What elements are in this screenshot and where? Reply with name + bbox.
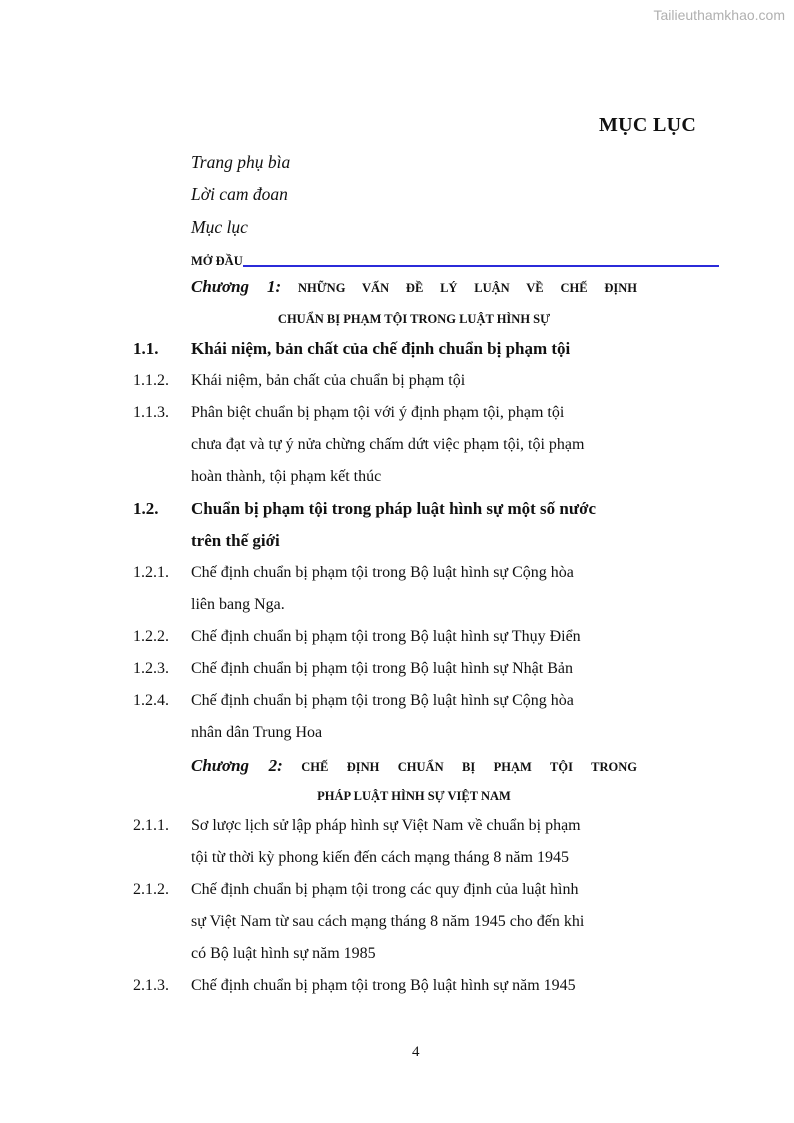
section-title-line: Phân biệt chuẩn bị phạm tội với ý định phạm tội, phạm tội [191,404,565,421]
section-title-line: Chế định chuẩn bị phạm tội trong Bộ luật hình sự Thụy Điển [191,628,581,645]
section-title-line: có Bộ luật hình sự năm 1985 [191,945,376,962]
chapter-2-heading-line1[interactable] [191,758,637,775]
section-number: 1.2.1. [133,564,169,581]
section-title-line: Chế định chuẩn bị phạm tội trong Bộ luật hình sự Cộng hòa [191,692,574,709]
section-title-line: nhân dân Trung Hoa [191,724,323,741]
introduction-label: MỞ ĐẦU [191,254,243,268]
section-title-line: Khái niệm, bản chất của chuẩn bị phạm tội [191,372,466,389]
toc-contents[interactable]: Mục lục [191,217,248,237]
section-title-line: hoàn thành, tội phạm kết thúc [191,468,382,485]
chapter-1-heading-line1[interactable] [191,279,637,296]
toc-introduction[interactable] [191,250,719,268]
section-number: 2.1.2. [133,881,169,898]
watermark: Tailieuthamkhao.com [653,7,785,23]
section-number: 1.2.2. [133,628,169,645]
chapter-1-title-part1: NHỮNG VẤN ĐỀ LÝ LUẬN VỀ CHẾ ĐỊNH [297,281,638,295]
chapter-2-label: Chương 2: [191,756,283,775]
page-title: MỤC LỤC [599,114,697,136]
section-number: 1.1. [133,339,159,358]
section-title-line: Chuẩn bị phạm tội trong pháp luật hình sự một số nước [191,499,597,518]
section-title-line: tội từ thời kỳ phong kiến đến cách mạng tháng 8 năm 1945 [191,849,569,866]
section-title-line: Chế định chuẩn bị phạm tội trong Bộ luật hình sự Nhật Bản [191,660,573,677]
chapter-1-label: Chương 1: [191,277,282,296]
section-title-line: sự Việt Nam từ sau cách mạng tháng 8 năm 1945 cho đến khi [191,913,585,930]
section-title-line: trên thế giới [191,531,280,550]
section-title-line: Chế định chuẩn bị phạm tội trong Bộ luật hình sự Cộng hòa [191,564,574,581]
chapter-1-title-part2: CHUẨN BỊ PHẠM TỘI TRONG LUẬT HÌNH SỰ [277,312,551,326]
chapter-2-title-part1: CHẾ ĐỊNH CHUẨN BỊ PHẠM TỘI TRONG [301,760,638,774]
section-title-line: Chế định chuẩn bị phạm tội trong Bộ luật hình sự năm 1945 [191,977,576,994]
section-title-line: Khái niệm, bản chất của chế định chuẩn bị phạm tội [191,339,571,358]
page-number: 4 [412,1044,420,1060]
toc-declaration[interactable]: Lời cam đoan [191,184,288,204]
section-number: 1.1.2. [133,372,169,389]
section-number: 1.2. [133,499,159,518]
section-title-line: Sơ lược lịch sử lập pháp hình sự Việt Nam về chuẩn bị phạm [191,817,581,834]
section-number: 2.1.1. [133,817,169,834]
section-number: 1.1.3. [133,404,169,421]
section-title-line: Chế định chuẩn bị phạm tội trong các quy định của luật hình [191,881,579,898]
introduction-leader-line [243,265,719,267]
section-number: 1.2.3. [133,660,169,677]
toc-front-cover[interactable]: Trang phụ bìa [191,152,291,172]
section-number: 2.1.3. [133,977,169,994]
section-title-line: chưa đạt và tự ý nửa chừng chấm dứt việc phạm tội, tội phạm [191,436,585,453]
chapter-2-title-part2: PHÁP LUẬT HÌNH SỰ VIỆT NAM [317,789,511,803]
section-title-line: liên bang Nga. [191,596,285,613]
section-number: 1.2.4. [133,692,169,709]
